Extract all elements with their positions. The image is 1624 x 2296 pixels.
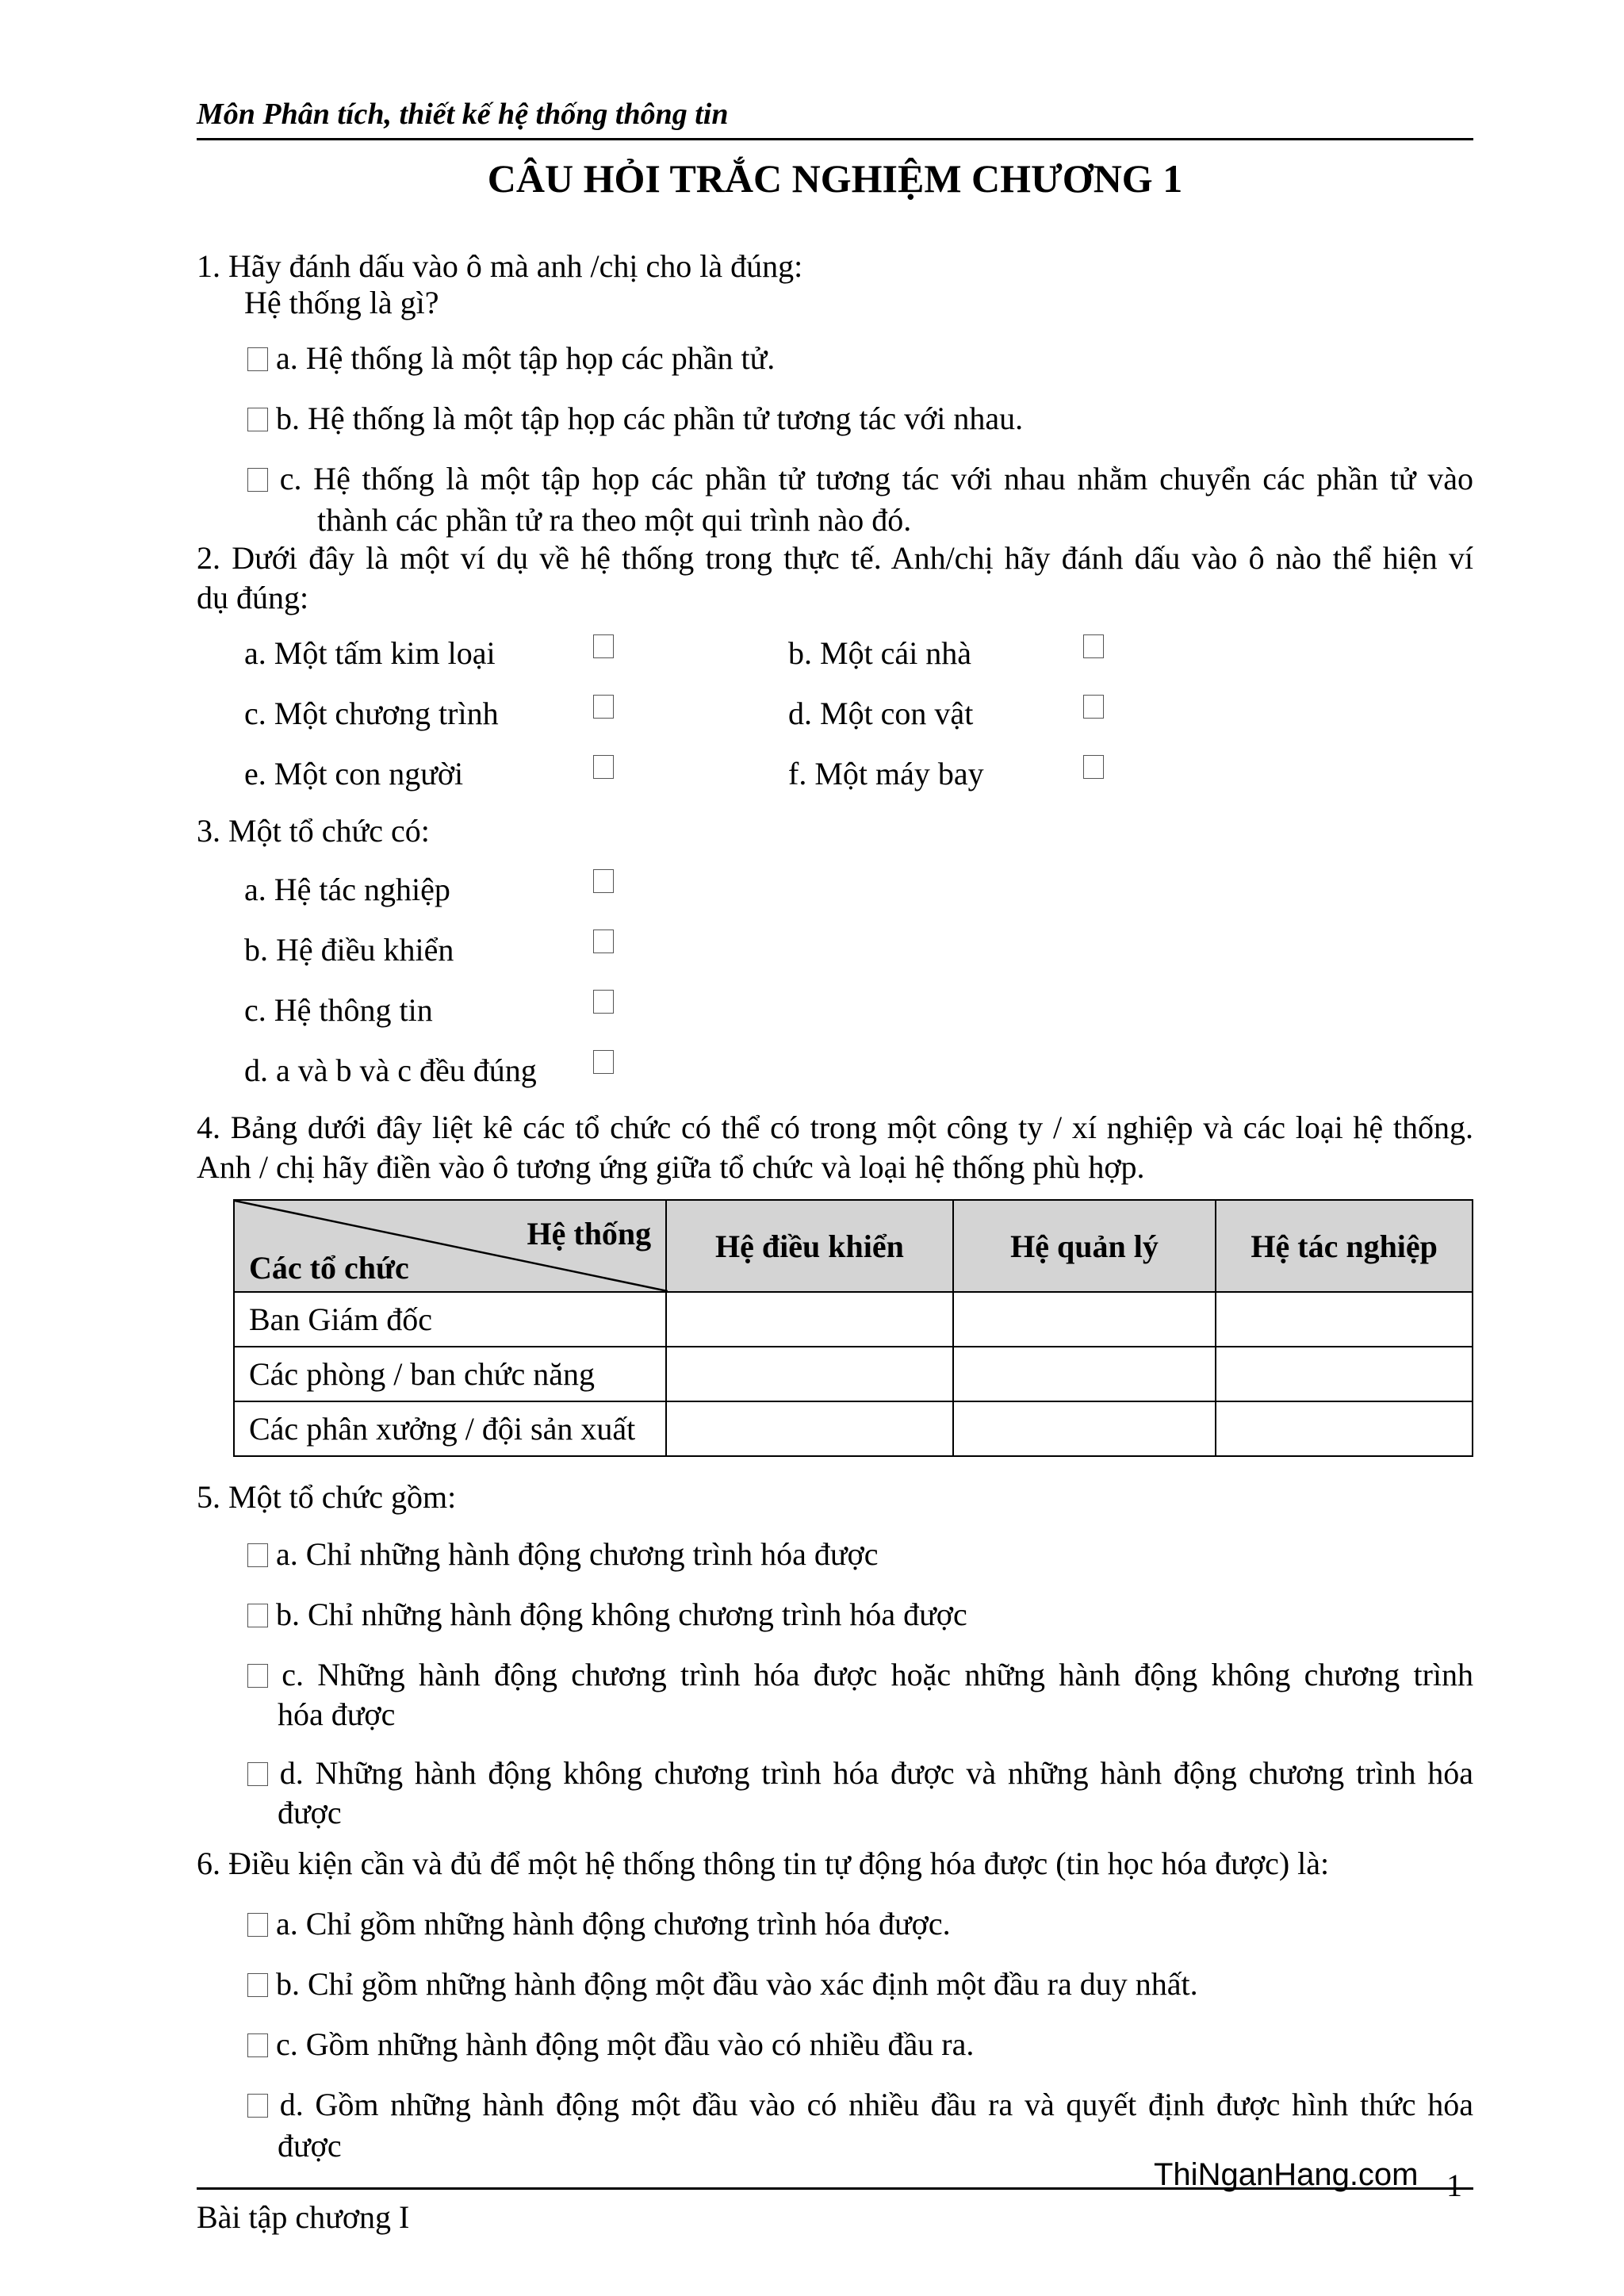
table-corner-cell: [234, 1200, 666, 1292]
q6-option-d[interactable]: d. Gồm những hành động một đầu vào có nhiều đầu ra và quyết định được hình thức hóa: [247, 2084, 1473, 2125]
q3-option-b: b. Hệ điều khiển: [244, 932, 454, 968]
checkbox[interactable]: [247, 2094, 268, 2118]
q2-checkbox-d[interactable]: [1083, 695, 1104, 719]
q1-option-c-cont: thành các phần tử ra theo một qui trình nào đó.: [317, 502, 912, 538]
q5-option-d[interactable]: d. Những hành động không chương trình hóa được và những hành động chương trình hóa: [247, 1753, 1473, 1794]
checkbox[interactable]: [247, 468, 268, 492]
q6-option-c[interactable]: c. Gồm những hành động một đầu vào có nhiều đầu ra.: [247, 2024, 974, 2065]
page-title: CÂU HỎI TRẮC NGHIỆM CHƯƠNG 1: [487, 156, 1183, 201]
q3-prompt: 3. Một tổ chức có:: [197, 813, 430, 849]
q2-option-b: b. Một cái nhà: [788, 635, 972, 671]
answer-cell[interactable]: [1216, 1401, 1473, 1456]
q5-option-a[interactable]: a. Chỉ những hành động chương trình hóa được: [247, 1534, 878, 1575]
checkbox[interactable]: [247, 1604, 268, 1627]
checkbox[interactable]: [247, 1762, 268, 1786]
q6-option-b[interactable]: b. Chỉ gồm những hành động một đầu vào xác định một đầu ra duy nhất.: [247, 1964, 1198, 2005]
answer-cell[interactable]: [666, 1401, 953, 1456]
q1-sub: Hệ thống là gì?: [244, 285, 439, 320]
q3-checkbox-d[interactable]: [593, 1050, 614, 1074]
checkbox[interactable]: [247, 1664, 268, 1688]
row-header: Các phân xưởng / đội sản xuất: [234, 1401, 666, 1456]
q3-option-a: a. Hệ tác nghiệp: [244, 872, 450, 907]
q5-option-c-cont: hóa được: [278, 1696, 396, 1732]
answer-cell[interactable]: [666, 1347, 953, 1401]
q2-checkbox-a[interactable]: [593, 634, 614, 658]
header-rule: [197, 138, 1473, 140]
corner-label-system: Hệ thống: [527, 1216, 652, 1251]
q1-option-a[interactable]: a. Hệ thống là một tập họp các phần tử.: [247, 338, 775, 379]
q5-option-c[interactable]: c. Những hành động chương trình hóa được hoặc những hành động không chương trình: [247, 1654, 1473, 1696]
q3-option-c: c. Hệ thông tin: [244, 992, 433, 1028]
q6-option-a[interactable]: a. Chỉ gồm những hành động chương trình hóa được.: [247, 1903, 951, 1945]
checkbox[interactable]: [247, 2033, 268, 2057]
q2-checkbox-f[interactable]: [1083, 755, 1104, 779]
table-row: [234, 1292, 1473, 1347]
footer-label: Bài tập chương I: [197, 2199, 410, 2235]
q2-checkbox-c[interactable]: [593, 695, 614, 719]
q2-option-e: e. Một con người: [244, 756, 464, 792]
q2-checkbox-e[interactable]: [593, 755, 614, 779]
table-row: [234, 1347, 1473, 1401]
checkbox[interactable]: [247, 408, 268, 431]
page-number: 1: [1446, 2168, 1462, 2203]
q3-checkbox-b[interactable]: [593, 930, 614, 953]
answer-cell[interactable]: [953, 1292, 1216, 1347]
footer-rule: [197, 2187, 1473, 2190]
q2-prompt-cont: dụ đúng:: [197, 580, 309, 615]
column-header: Hệ tác nghiệp: [1216, 1200, 1473, 1292]
table-header-row: [234, 1200, 1473, 1292]
answer-cell[interactable]: [953, 1347, 1216, 1401]
q3-checkbox-c[interactable]: [593, 990, 614, 1014]
checkbox[interactable]: [247, 1913, 268, 1937]
checkbox[interactable]: [247, 1543, 268, 1567]
q3-checkbox-a[interactable]: [593, 869, 614, 893]
watermark: ThiNganHang.com: [1154, 2157, 1419, 2192]
q2-option-d: d. Một con vật: [788, 696, 974, 731]
q3-option-d: d. a và b và c đều đúng: [244, 1052, 537, 1088]
q2-option-f: f. Một máy bay: [788, 756, 984, 792]
q2-option-c: c. Một chương trình: [244, 696, 499, 731]
column-header: Hệ điều khiển: [666, 1200, 953, 1292]
answer-cell[interactable]: [666, 1292, 953, 1347]
answer-cell[interactable]: [1216, 1347, 1473, 1401]
answer-cell[interactable]: [953, 1401, 1216, 1456]
corner-label-org: Các tổ chức: [249, 1250, 409, 1286]
q2-checkbox-b[interactable]: [1083, 634, 1104, 658]
row-header: Ban Giám đốc: [234, 1292, 666, 1347]
q4-prompt: 4. Bảng dưới đây liệt kê các tổ chức có thể có trong một công ty / xí nghiệp và các loại hệ thống.: [197, 1110, 1473, 1145]
q1-option-c[interactable]: c. Hệ thống là một tập họp các phần tử tương tác với nhau nhằm chuyển các phần tử vào: [247, 458, 1473, 500]
q5-option-d-cont: được: [278, 1795, 342, 1830]
row-header: Các phòng / ban chức năng: [234, 1347, 666, 1401]
checkbox[interactable]: [247, 347, 268, 371]
q5-prompt: 5. Một tổ chức gồm:: [197, 1479, 457, 1515]
q1-option-b[interactable]: b. Hệ thống là một tập họp các phần tử tương tác với nhau.: [247, 398, 1023, 439]
q4-prompt-cont: Anh / chị hãy điền vào ô tương ứng giữa tổ chức và loại hệ thống phù hợp.: [197, 1149, 1145, 1185]
q2-option-a: a. Một tấm kim loại: [244, 635, 496, 671]
table-row: [234, 1401, 1473, 1456]
q2-prompt: 2. Dưới đây là một ví dụ về hệ thống trong thực tế. Anh/chị hãy đánh dấu vào ô nào thể hiện ví: [197, 540, 1473, 576]
q6-option-d-cont: được: [278, 2128, 342, 2164]
course-header: Môn Phân tích, thiết kế hệ thống thông tin: [197, 98, 729, 131]
column-header: Hệ quản lý: [953, 1200, 1216, 1292]
q5-option-b[interactable]: b. Chỉ những hành động không chương trình hóa được: [247, 1594, 967, 1635]
checkbox[interactable]: [247, 1973, 268, 1997]
q1-prompt: 1. Hãy đánh dấu vào ô mà anh /chị cho là đúng:: [197, 248, 803, 284]
org-system-table: [233, 1199, 1473, 1457]
answer-cell[interactable]: [1216, 1292, 1473, 1347]
q6-prompt: 6. Điều kiện cần và đủ để một hệ thống thông tin tự động hóa được (tin học hóa được) là:: [197, 1846, 1330, 1881]
